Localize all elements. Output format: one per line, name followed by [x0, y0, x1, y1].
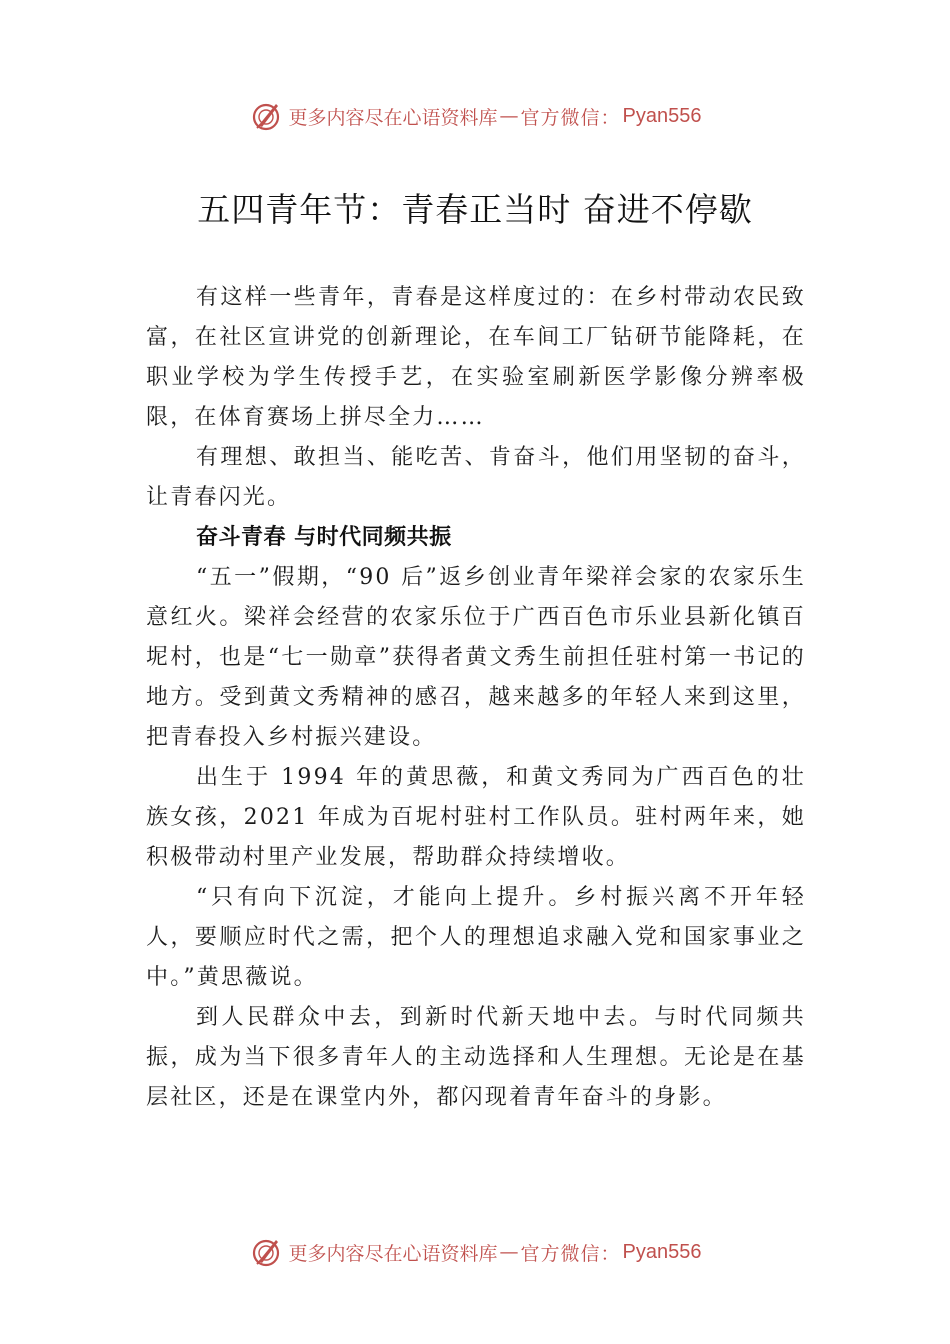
watermark-text: 更多内容尽在心语资料库: [288, 106, 498, 129]
watermark-wechat-id: Pyan556: [622, 1240, 702, 1263]
quill-seal-icon: [249, 99, 283, 133]
header-watermark: [0, 96, 950, 136]
document-body: [146, 278, 806, 1118]
section-heading: 奋斗青春 与时代同频共振: [196, 525, 452, 550]
watermark-wechat-id: Pyan556: [622, 104, 702, 127]
body-paragraph-3: “只有向下沉淀，才能向上提升。乡村振兴离不开年轻人，要顺应时代之需，把个人的理想追求融入党和国家事业之中。”黄思薇说。: [146, 885, 806, 990]
watermark-dash: —: [499, 105, 519, 127]
watermark-dash: —: [499, 1241, 519, 1263]
document-title: 五四青年节：青春正当时 奋进不停歇: [197, 190, 753, 229]
footer-watermark: [0, 1232, 950, 1272]
body-paragraph-4: 到人民群众中去，到新时代新天地中去。与时代同频共振，成为当下很多青年人的主动选择和人生理想。无论是在基层社区，还是在课堂内外，都闪现着青年奋斗的身影。: [146, 1005, 806, 1110]
watermark-wechat-label: 官方微信：: [520, 1242, 621, 1265]
watermark-text: 更多内容尽在心语资料库: [288, 1242, 498, 1265]
intro-paragraph-1: 有这样一些青年，青春是这样度过的：在乡村带动农民致富，在社区宣讲党的创新理论，在车间工厂钻研节能降耗，在职业学校为学生传授手艺，在实验室刷新医学影像分辨率极限，在体育赛场上拼尽全力……: [146, 285, 806, 430]
quill-seal-icon: [249, 1235, 283, 1269]
intro-paragraph-2: 有理想、敢担当、能吃苦、肯奋斗，他们用坚韧的奋斗，让青春闪光。: [146, 445, 806, 510]
body-paragraph-2: 出生于 1994 年的黄思薇，和黄文秀同为广西百色的壮族女孩，2021 年成为百坭村驻村工作队员。驻村两年来，她积极带动村里产业发展，帮助群众持续增收。: [146, 765, 806, 870]
watermark-wechat-label: 官方微信：: [520, 106, 621, 129]
body-paragraph-1: “五一”假期，“90 后”返乡创业青年梁祥会家的农家乐生意红火。梁祥会经营的农家乐位于广西百色市乐业县新化镇百坭村，也是“七一勋章”获得者黄文秀生前担任驻村第一书记的地方。受到黄文秀精神的感召，越来越多的年轻人来到这里，把青春投入乡村振兴建设。: [146, 565, 806, 750]
